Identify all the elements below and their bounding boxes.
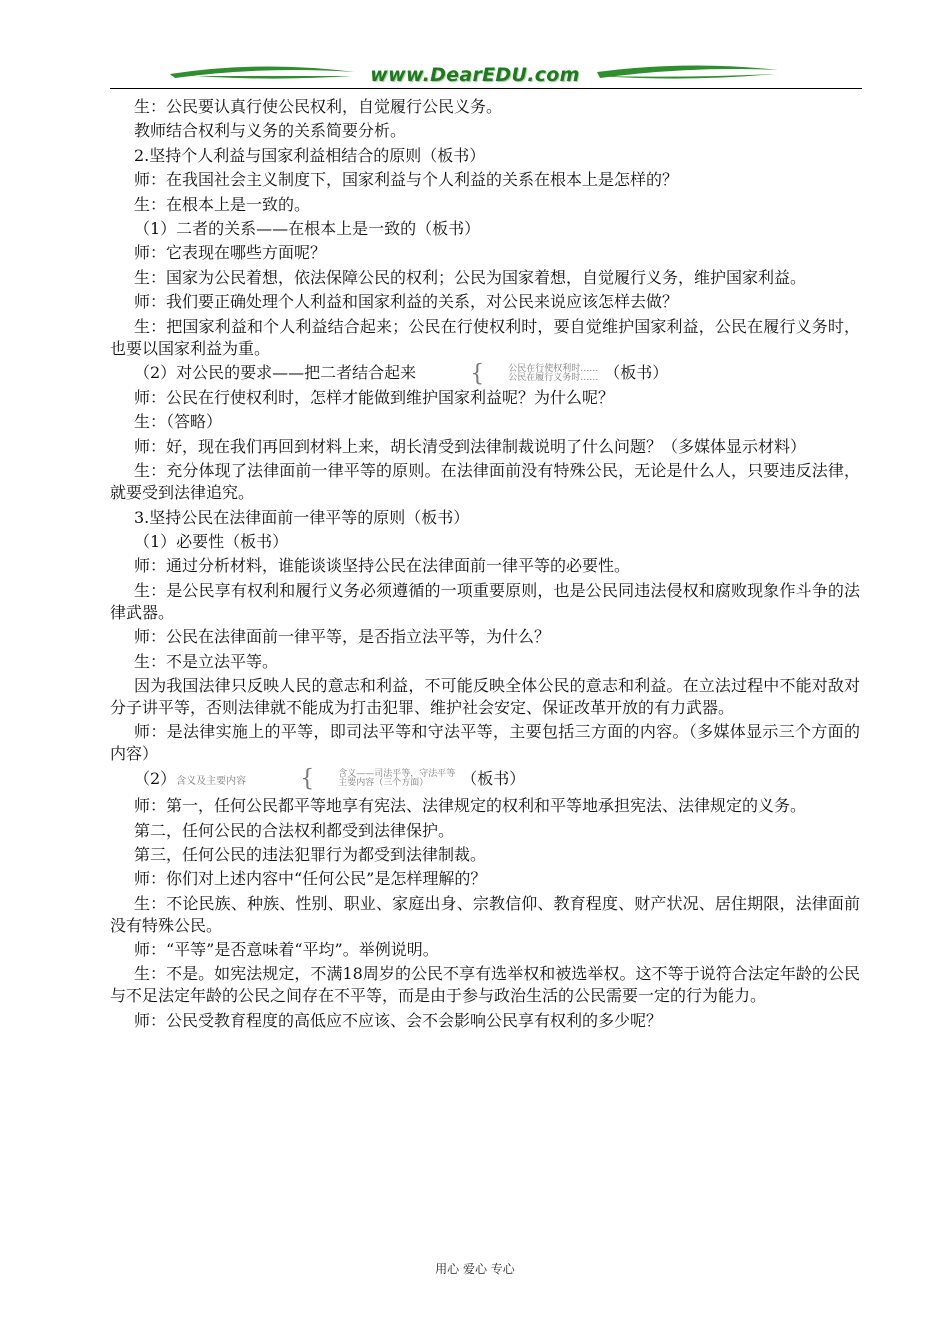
brace-line: 含义——司法平等，守法平等 — [338, 769, 456, 780]
brace-line: 主要内容（三个方面） — [338, 778, 429, 789]
left-brace-glyph: { — [300, 765, 315, 793]
subheading: （1）必要性（板书） — [134, 532, 289, 551]
paragraph: 教师结合权利与义务的关系简要分析。 — [134, 121, 407, 141]
paragraph: 师：通过分析材料，谁能谈谈坚持公民在法律面前一律平等的必要性。 — [134, 556, 631, 576]
site-header — [0, 52, 950, 96]
left-brace-glyph: { — [470, 360, 485, 387]
subheading: （1）二者的关系——在根本上是一致的（板书） — [134, 218, 481, 238]
meaning-lead: 含义及主要内容 — [176, 775, 247, 787]
brace-line: 公民在履行义务时…… — [508, 372, 599, 383]
paragraph: 生：充分体现了法律面前一律平等的原则。在法律面前没有特殊公民，无论是什么人，只要违反法律，就要受到法律追究。 — [110, 461, 860, 503]
site-logo-text: www.DearEDU.com — [370, 64, 580, 86]
document-body — [110, 96, 860, 1034]
paragraph: 师：你们对上述内容中“任何公民”是怎样理解的？ — [134, 869, 487, 889]
paragraph: 生：不论民族、种族、性别、职业、家庭出身、宗教信仰、教育程度、财产状况、居住期限，法律面前没有特殊公民。 — [110, 893, 860, 935]
paragraph: 师：它表现在哪些方面呢？ — [134, 243, 327, 263]
paragraph: 师：公民在法律面前一律平等，是否指立法平等，为什么？ — [134, 627, 551, 647]
requirement-lead: （2）对公民的要求——把二者结合起来 — [134, 362, 417, 382]
section-heading: 3.坚持公民在法律面前一律平等的原则（板书） — [134, 507, 470, 527]
board-note: （板书） — [461, 768, 526, 788]
header-divider — [110, 88, 862, 89]
meaning-line — [110, 765, 860, 793]
paragraph: 师：“平等”是否意味着“平均”。举例说明。 — [134, 940, 439, 960]
paragraph: 生：把国家利益和个人利益结合起来；公民在行使权利时，要自觉维护国家利益，公民在履行义务时，也要以国家利益为重。 — [110, 316, 860, 358]
paragraph: 生：不是立法平等。 — [134, 651, 279, 671]
paragraph: 生：是公民享有权利和履行义务必须遵循的一项重要原则，也是公民同违法侵权和腐败现象作斗争的法律武器。 — [110, 580, 860, 622]
paragraph: 师：我们要正确处理个人利益和国家利益的关系，对公民来说应该怎样去做？ — [134, 292, 679, 312]
board-note: （板书） — [604, 362, 669, 382]
paragraph: 师：好，现在我们再回到材料上来，胡长清受到法律制裁说明了什么问题？（多媒体显示材料） — [134, 436, 807, 456]
paragraph: 师：公民在行使权利时，怎样才能做到维护国家利益呢？为什么呢？ — [134, 388, 615, 408]
requirement-line — [110, 362, 860, 385]
brace-line: 公民在行使权利时…… — [508, 363, 599, 374]
paragraph: 生：（答略） — [134, 412, 223, 432]
paragraph: 生：不是。如宪法规定，不满18周岁的公民不享有选举权和被选举权。这不等于说符合法定年龄的公民与不足法定年龄的公民之间存在不平等，而是由于参与政治生活的公民需要一定的行为能力。 — [110, 964, 860, 1006]
meaning-number: （2） — [134, 768, 177, 788]
paragraph: 师：公民受教育程度的高低应不应该、会不会影响公民享有权利的多少呢？ — [134, 1010, 663, 1030]
paragraph: 生：公民要认真行使公民权利，自觉履行公民义务。 — [134, 97, 503, 116]
meaning-brace-note — [252, 765, 456, 793]
paragraph: 第三，任何公民的违法犯罪行为都受到法律制裁。 — [134, 844, 487, 864]
paragraph: 第二，任何公民的合法权利都受到法律保护。 — [134, 820, 455, 840]
paragraph: 师：在我国社会主义制度下，国家利益与个人利益的关系在根本上是怎样的？ — [134, 170, 679, 190]
paragraph: 生：国家为公民着想，依法保障公民的权利；公民为国家着想，自觉履行义务，维护国家利益。 — [134, 267, 807, 287]
page-footer: 用心 爱心 专心 — [435, 1262, 515, 1276]
paragraph: 生：在根本上是一致的。 — [134, 194, 311, 214]
paragraph: 师：第一，任何公民都平等地享有宪法、法律规定的权利和平等地承担宪法、法律规定的义务。 — [134, 796, 807, 816]
requirement-brace-note — [422, 362, 598, 385]
paragraph: 师：是法律实施上的平等，即司法平等和守法平等，主要包括三方面的内容。（多媒体显示三个方面的内容） — [110, 722, 860, 764]
paragraph: 因为我国法律只反映人民的意志和利益，不可能反映全体公民的意志和利益。在立法过程中不能对敌对分子讲平等，否则法律就不能成为打击犯罪、维护社会安定、保证改革开放的有力武器。 — [110, 675, 860, 717]
section-heading: 2.坚持个人利益与国家利益相结合的原则（板书） — [134, 145, 486, 165]
